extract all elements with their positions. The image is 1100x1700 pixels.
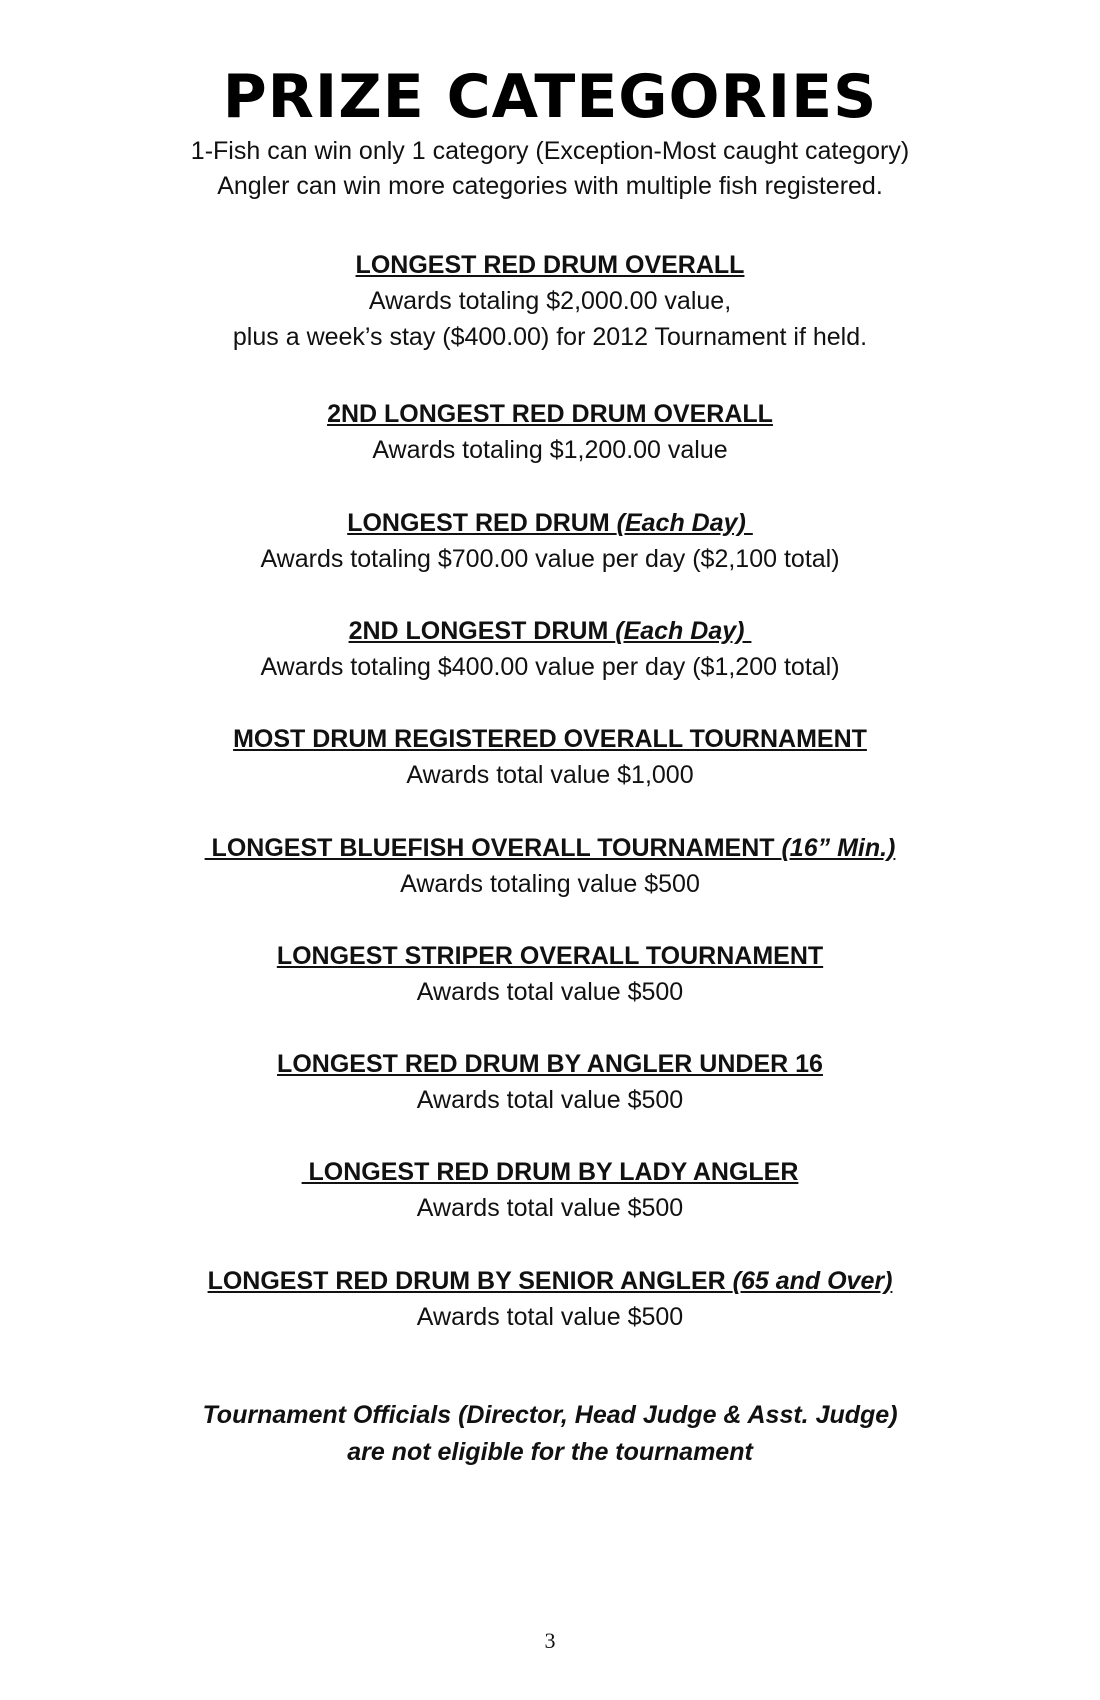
category-award: Awards totaling $2,000.00 value, [368, 287, 732, 315]
category-award: Awards totaling $400.00 value per day ($1,200 total) [260, 653, 840, 681]
category-heading-text: LONGEST STRIPER OVERALL TOURNAMENT [276, 942, 824, 970]
category-award-extra: plus a week’s stay ($400.00) for 2012 Tournament if held. [232, 323, 868, 351]
category-heading-text: LONGEST RED DRUM BY SENIOR ANGLER [207, 1267, 733, 1295]
category-heading-text: LONGEST RED DRUM BY LADY ANGLER [301, 1158, 799, 1186]
intro-line-2: Angler can win more categories with multiple fish registered. [217, 172, 883, 200]
category-longest-red-drum-under-16 [0, 1046, 1100, 1118]
category-longest-bluefish [0, 830, 1100, 902]
category-heading-qualifier: (65 and Over) [732, 1267, 893, 1295]
category-award: Awards total value $500 [416, 1194, 684, 1222]
category-heading [0, 721, 1100, 757]
category-heading-text: 2ND LONGEST RED DRUM OVERALL [327, 400, 773, 428]
category-longest-striper [0, 938, 1100, 1010]
page-number: 3 [544, 1628, 556, 1653]
category-heading-qualifier: (16” Min.) [781, 834, 896, 862]
category-heading-text: LONGEST BLUEFISH OVERALL TOURNAMENT [204, 834, 782, 862]
category-longest-red-drum-overall [0, 247, 1100, 355]
category-heading-text: LONGEST RED DRUM OVERALL [355, 251, 745, 279]
intro-line-1: 1-Fish can win only 1 category (Exception-Most caught category) [190, 137, 910, 165]
category-heading [0, 1263, 1100, 1299]
category-award: Awards totaling value $500 [400, 870, 700, 898]
category-heading [0, 1046, 1100, 1082]
intro-text [0, 134, 1100, 204]
category-heading [0, 396, 1100, 432]
category-heading-text: LONGEST RED DRUM [347, 509, 617, 537]
eligibility-note-line-1: Tournament Officials (Director, Head Judge & Asst. Judge) [202, 1401, 898, 1429]
category-award: Awards total value $500 [416, 978, 684, 1006]
category-award: Awards total value $500 [416, 1303, 684, 1331]
category-heading-text: 2ND LONGEST DRUM [348, 617, 616, 645]
category-heading-text: MOST DRUM REGISTERED OVERALL TOURNAMENT [233, 725, 867, 753]
category-award: Awards totaling $700.00 value per day ($2,100 total) [260, 545, 840, 573]
eligibility-note [0, 1397, 1100, 1471]
category-heading [0, 830, 1100, 866]
category-longest-red-drum-lady-angler [0, 1154, 1100, 1226]
category-heading [0, 1154, 1100, 1190]
category-longest-red-drum-senior-angler [0, 1263, 1100, 1335]
eligibility-note-line-2: are not eligible for the tournament [347, 1438, 753, 1466]
category-heading [0, 505, 1100, 541]
category-heading [0, 613, 1100, 649]
category-most-drum-registered [0, 721, 1100, 793]
category-heading-qualifier: (Each Day) [615, 617, 752, 645]
category-2nd-longest-red-drum-overall [0, 396, 1100, 468]
category-award: Awards total value $1,000 [406, 761, 694, 789]
category-heading [0, 938, 1100, 974]
category-award: Awards total value $500 [416, 1086, 684, 1114]
category-longest-red-drum-each-day [0, 505, 1100, 577]
category-2nd-longest-drum-each-day [0, 613, 1100, 685]
page-title: PRIZE CATEGORIES [222, 62, 878, 132]
category-heading [0, 247, 1100, 283]
category-heading-text: LONGEST RED DRUM BY ANGLER UNDER 16 [277, 1050, 823, 1078]
category-heading-qualifier: (Each Day) [616, 509, 753, 537]
category-award: Awards totaling $1,200.00 value [372, 436, 728, 464]
